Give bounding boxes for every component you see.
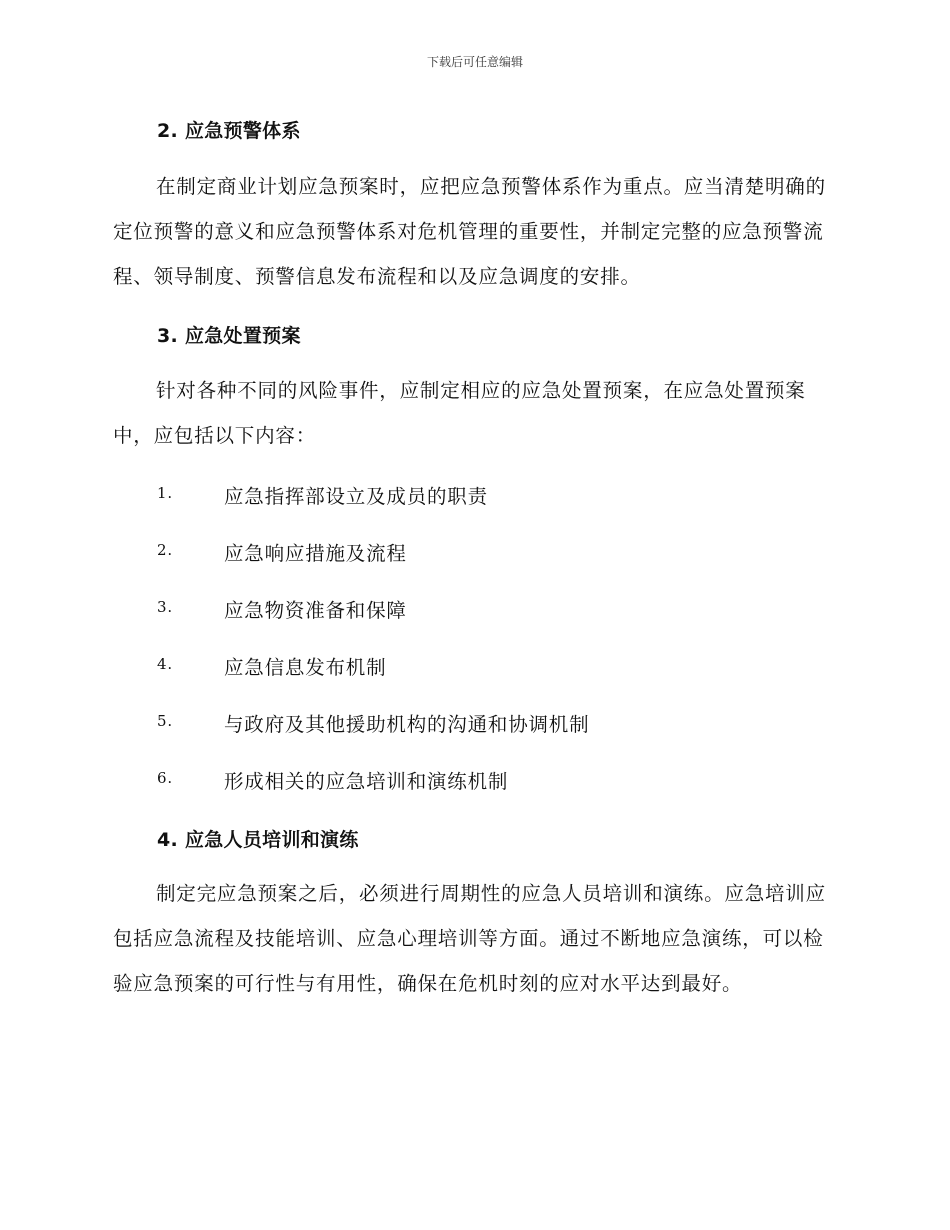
list-item-text: 与政府及其他援助机构的沟通和协调机制 (224, 713, 590, 736)
list-item (157, 481, 837, 511)
list-item (157, 766, 837, 796)
list-item (157, 652, 837, 682)
section-4-paragraph: 制定完应急预案之后，必须进行周期性的应急人员培训和演练。应急培训应包括应急流程及技能培训、应急心理培训等方面。通过不断地应急演练，可以检验应急预案的可行性与有用性，确保在危机时刻的应对水平达到最好。 (113, 882, 826, 995)
list-item-text: 应急物资准备和保障 (224, 599, 407, 622)
section-heading-2: 2. 应急预警体系 (157, 120, 301, 142)
list-item-text: 应急响应措施及流程 (224, 542, 407, 565)
list-item-text: 应急信息发布机制 (224, 656, 387, 679)
section-heading-3: 3. 应急处置预案 (157, 325, 301, 347)
section-heading-4: 4. 应急人员培训和演练 (157, 829, 359, 851)
page-header: 下载后可任意编辑 (426, 55, 523, 69)
list-item-number: 1. (157, 484, 173, 502)
list-item-text: 应急指挥部设立及成员的职责 (224, 485, 488, 508)
list-item (157, 595, 837, 625)
list-item-number: 6. (157, 769, 173, 787)
list-item (157, 538, 837, 568)
list-item-text: 形成相关的应急培训和演练机制 (224, 770, 509, 793)
list-item-number: 5. (157, 712, 173, 730)
section-3-paragraph: 针对各种不同的风险事件，应制定相应的应急处置预案，在应急处置预案中，应包括以下内容： (113, 379, 806, 447)
list-item-number: 3. (157, 598, 173, 616)
list-item-number: 2. (157, 541, 173, 559)
list-item (157, 709, 837, 739)
list-item-number: 4. (157, 655, 173, 673)
section-2-paragraph: 在制定商业计划应急预案时，应把应急预警体系作为重点。应当清楚明确的定位预警的意义和应急预警体系对危机管理的重要性，并制定完整的应急预警流程、领导制度、预警信息发布流程和以及应急调度的安排。 (113, 175, 826, 288)
